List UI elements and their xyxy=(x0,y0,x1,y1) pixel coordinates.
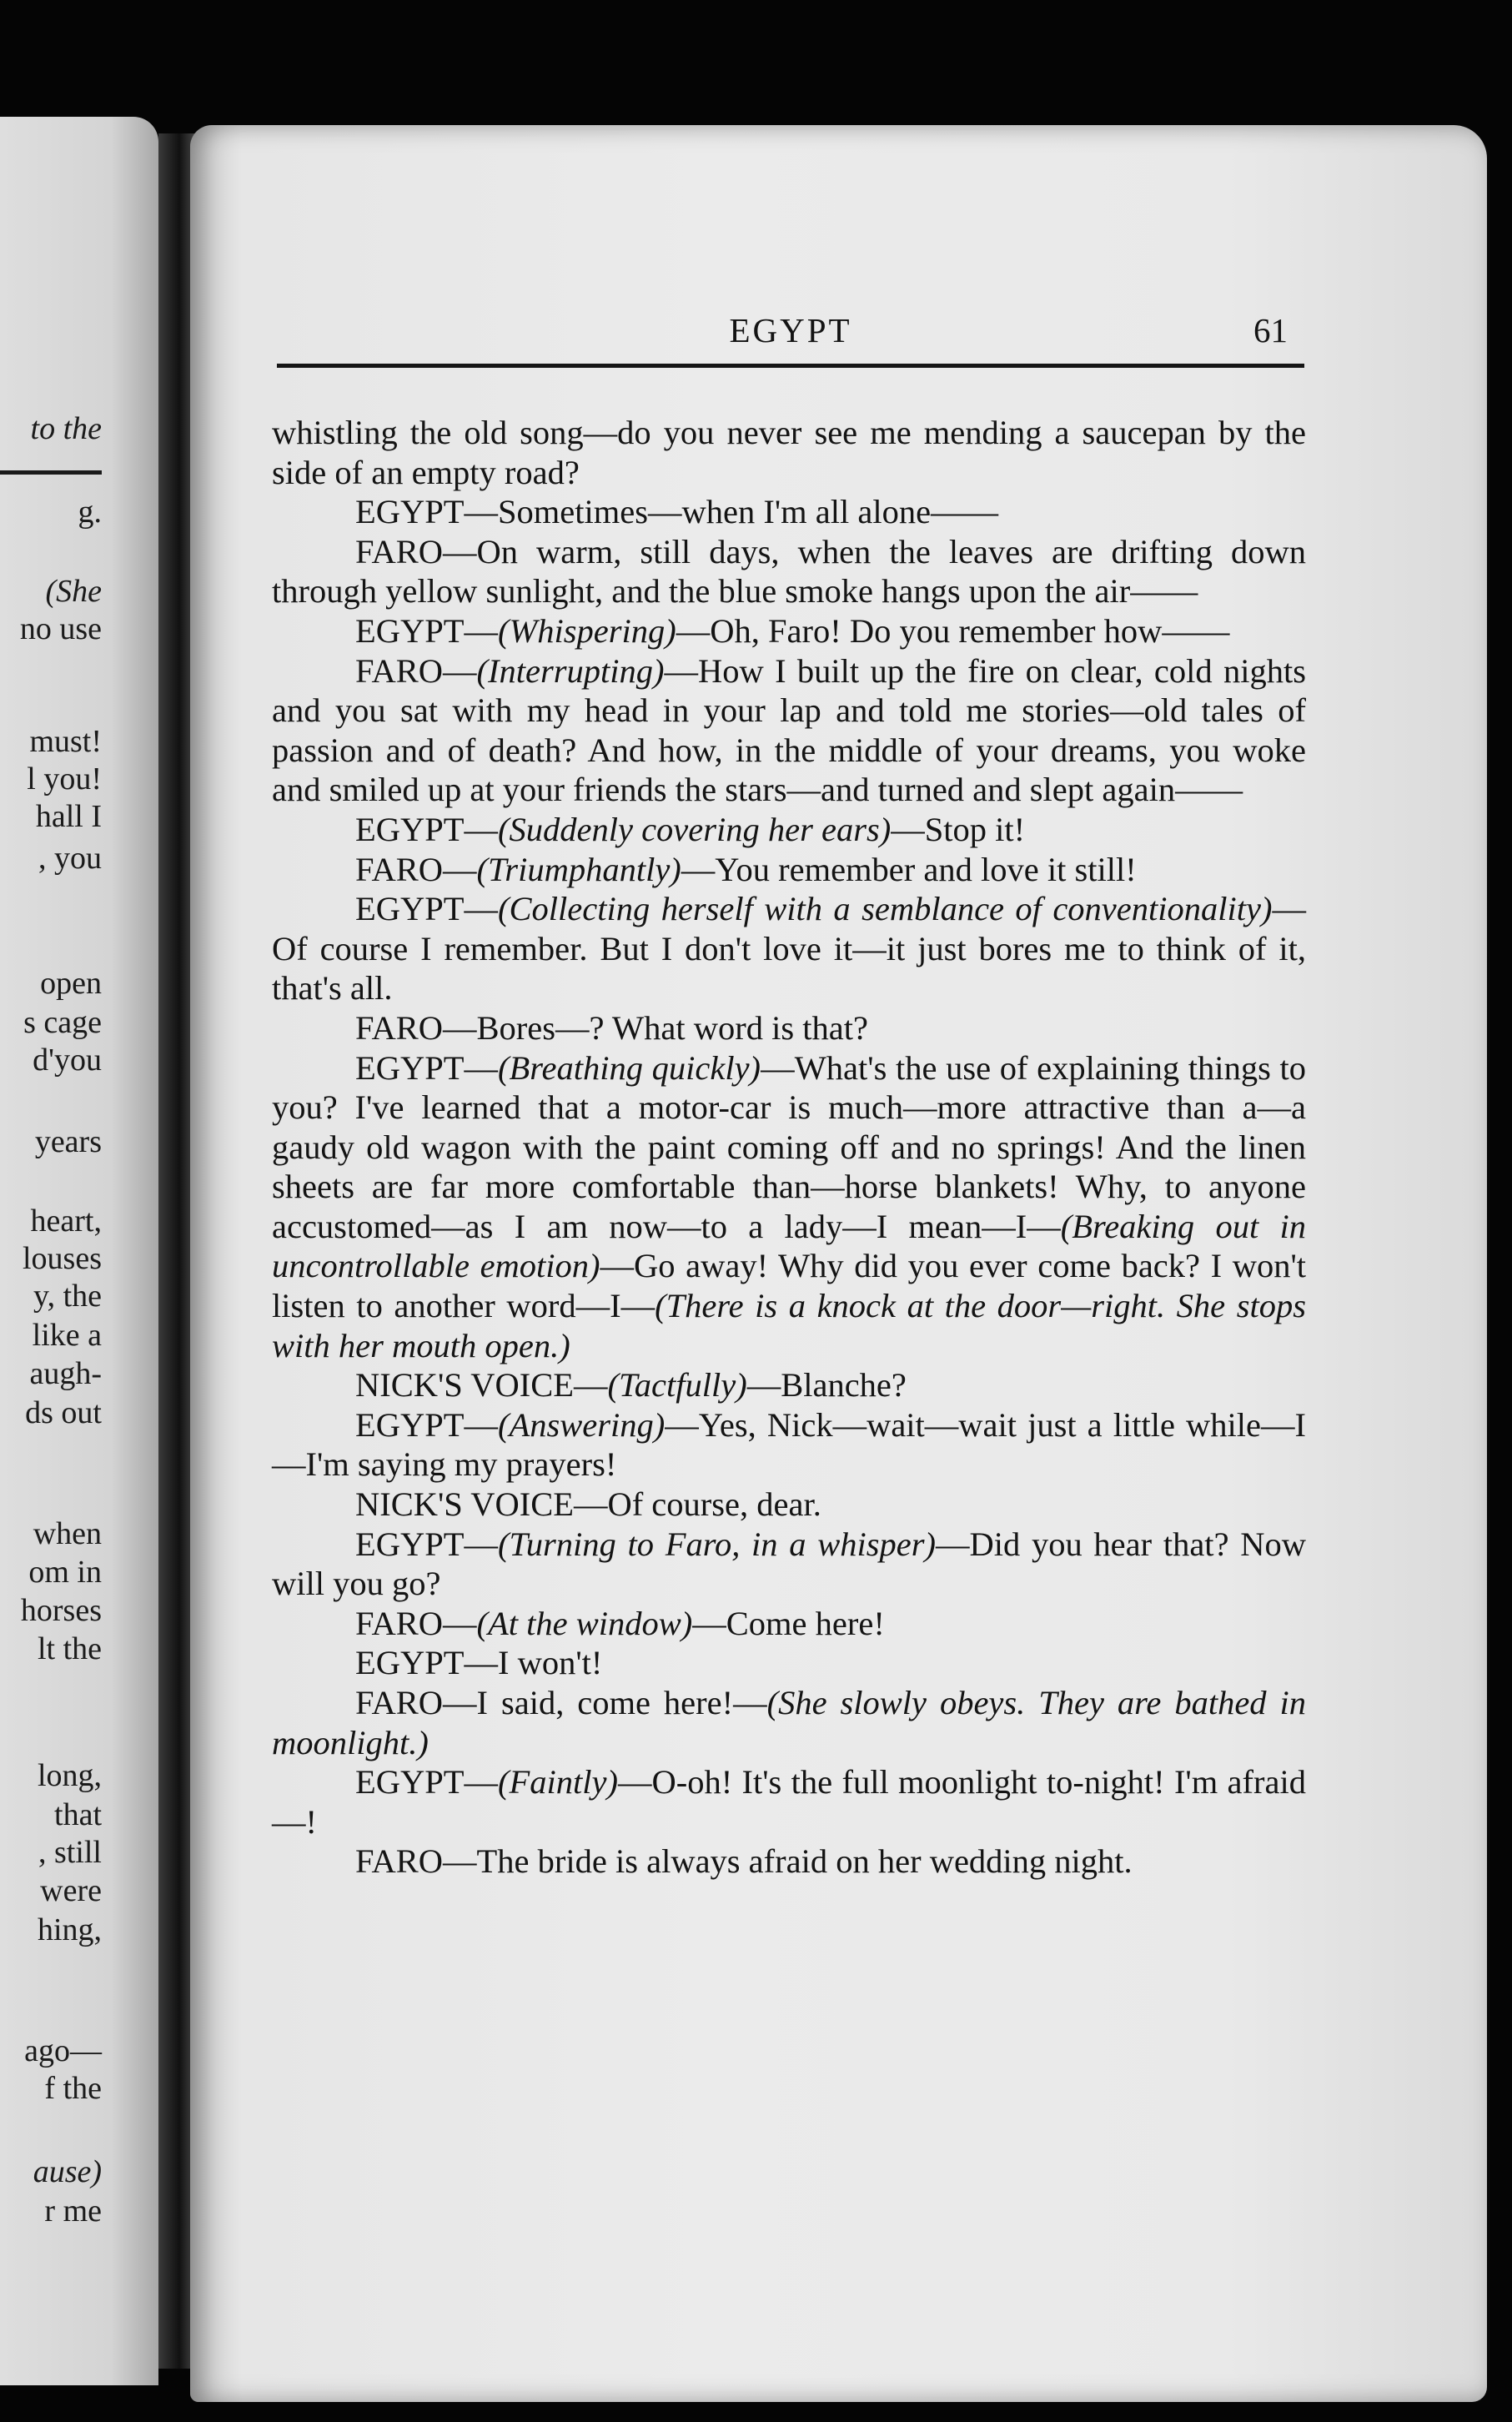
dialogue-paragraph xyxy=(272,532,1306,611)
dialogue-text: ng a saucepan by the side of an empty road? xyxy=(272,414,1306,491)
dialogue-paragraph xyxy=(272,1842,1306,1882)
dialogue-text: whistling the old song—do you never see me mendi xyxy=(272,414,1008,451)
left-page-fragment: r me xyxy=(44,2193,102,2229)
left-page-fragment: (She xyxy=(45,574,102,609)
left-page-fragment: y, the xyxy=(33,1279,102,1314)
dialogue-paragraph xyxy=(272,810,1306,850)
dialogue-text: —Come here! xyxy=(692,1604,885,1642)
dialogue-paragraph xyxy=(272,611,1306,651)
dialogue-text: FARO— xyxy=(355,651,477,690)
dialogue-text: —Did you hear that? Now will you go? xyxy=(272,1525,1307,1603)
dialogue-text: —Of course I remember. But I don't love it—it just bores me to think of it, that's all. xyxy=(272,890,1306,1007)
dialogue-text: FARO—Bores—? What word is that? xyxy=(355,1008,868,1047)
left-page-fragment: augh- xyxy=(29,1356,102,1391)
left-page-fragment: , still xyxy=(38,1835,102,1870)
dialogue-text: FARO— xyxy=(355,850,477,888)
dialogue-paragraph xyxy=(272,413,1306,492)
running-title: EGYPT xyxy=(729,311,852,349)
stage-direction: (She slowly obeys. They are bathed in moonlight.) xyxy=(272,1684,1306,1761)
left-page-fragment: s cage xyxy=(23,1005,102,1040)
dialogue-text: EGYPT— xyxy=(355,1048,498,1087)
left-page-fragment: om in xyxy=(28,1555,102,1590)
dialogue-paragraph xyxy=(272,850,1306,890)
left-page-fragment: lt the xyxy=(37,1631,102,1666)
stage-direction: (There is a knock at the door—right. She stops with her mouth open.) xyxy=(272,1287,1306,1364)
dialogue-text: —Stop it! xyxy=(891,810,1026,848)
dialogue-text: FARO—The bride is always afraid on her wedding night. xyxy=(355,1842,1133,1881)
dialogue-paragraph xyxy=(272,1048,1306,1366)
left-page-fragment: to the xyxy=(30,411,102,446)
left-page-fragment: ds out xyxy=(25,1395,102,1430)
dialogue-text: EGYPT— xyxy=(355,611,498,650)
dialogue-paragraph xyxy=(272,1643,1306,1683)
dialogue-text: FARO—On warm, still days, when the leaves are drifting down through yellow sunlight, and the blue smoke hangs upon the air—— xyxy=(272,532,1306,611)
stage-direction: (Faintly) xyxy=(498,1763,618,1801)
dialogue-text: EGYPT— xyxy=(355,1405,498,1444)
left-page-fragment: heart, xyxy=(30,1203,102,1239)
dialogue-text: EGYPT—Sometimes—when I'm all alone—— xyxy=(355,493,999,531)
left-page-fragment: l you! xyxy=(27,761,102,796)
dialogue-text: —Yes, Nick—wait—wait just a little while—I—I'm saying my prayers! xyxy=(272,1405,1306,1484)
left-page-fragment: horses xyxy=(20,1593,102,1628)
left-page-fragment: ago— xyxy=(24,2033,102,2068)
dialogue-paragraph xyxy=(272,1485,1306,1525)
left-page-fragment: g. xyxy=(78,495,102,530)
left-page-fragment: f the xyxy=(44,2071,102,2106)
left-facing-page xyxy=(0,117,158,2385)
dialogue-text: EGYPT— xyxy=(355,890,498,928)
dialogue-paragraph xyxy=(272,1365,1306,1405)
left-page-fragment: , you xyxy=(38,841,102,876)
left-page-fragment: d'you xyxy=(33,1043,102,1078)
dialogue-text: NICK'S VOICE— xyxy=(355,1366,608,1404)
left-page-header-rule xyxy=(0,470,102,475)
dialogue-text: NICK'S VOICE—Of course, dear. xyxy=(355,1485,821,1524)
dialogue-text: —You remember and love it still! xyxy=(681,850,1137,888)
dialogue-text: —How I built up the fire on clear, cold nights and you sat with my head in your lap and told me stories—old tales of passion and of death? And how, in the middle of your dreams, you woke and smiled up at your friends the stars—and turned and slept again—— xyxy=(272,651,1306,809)
dialogue-text: —Blanche? xyxy=(746,1366,907,1404)
page-header xyxy=(277,310,1304,369)
left-page-fragment: were xyxy=(40,1873,102,1908)
dialogue-paragraph xyxy=(272,1762,1306,1842)
stage-direction: (Turning to Faro, in a whisper) xyxy=(498,1525,936,1563)
dialogue-paragraph xyxy=(272,1604,1306,1644)
stage-direction: (Suddenly covering her ears) xyxy=(498,810,892,848)
dialogue-paragraph xyxy=(272,1405,1306,1485)
left-page-fragment: years xyxy=(34,1124,102,1159)
stage-direction: (Breathing quickly) xyxy=(498,1048,761,1087)
dialogue-paragraph xyxy=(272,889,1306,1008)
left-page-fragment: ause) xyxy=(33,2154,102,2189)
stage-direction: (Breaking out in uncontrollable emotion) xyxy=(272,1207,1306,1285)
dialogue-text: —O-oh! It's the full moonlight to-night! I'm afraid—! xyxy=(272,1763,1306,1841)
left-page-fragment: when xyxy=(33,1516,102,1551)
left-page-fragment: open xyxy=(40,966,102,1001)
dialogue-paragraph xyxy=(272,1008,1306,1048)
left-page-fragment: no use xyxy=(19,611,102,646)
dialogue-text: FARO— xyxy=(355,1604,477,1642)
stage-direction: (Whispering) xyxy=(498,611,676,650)
dialogue-paragraph xyxy=(272,1525,1306,1604)
dialogue-paragraph xyxy=(272,651,1306,810)
dialogue-text: EGYPT— xyxy=(355,1763,498,1801)
dialogue-paragraph xyxy=(272,492,1306,532)
stage-direction: (At the window) xyxy=(476,1604,693,1642)
stage-direction: (Answering) xyxy=(498,1405,666,1444)
header-rule xyxy=(277,364,1304,368)
left-page-fragment: hall I xyxy=(35,799,102,834)
dialogue-text: EGYPT— xyxy=(355,810,498,848)
dialogue-text: EGYPT— xyxy=(355,1525,498,1563)
dialogue-paragraph xyxy=(272,1683,1306,1762)
left-page-fragment: hing, xyxy=(37,1912,102,1947)
stage-direction: (Triumphantly) xyxy=(476,850,681,888)
dialogue-text: —Go away! Why did you ever come back? I won't listen to another word—I— xyxy=(272,1247,1306,1325)
left-page-fragment: must! xyxy=(29,724,102,759)
page-number: 61 xyxy=(1253,311,1288,349)
body-text xyxy=(272,413,1306,1882)
stage-direction: (Interrupting) xyxy=(476,651,665,690)
left-page-fragment: like a xyxy=(32,1318,102,1353)
left-page-fragment: that xyxy=(54,1797,102,1832)
left-page-fragment: louses xyxy=(23,1241,102,1276)
stage-direction: (Tactfully) xyxy=(607,1366,747,1404)
left-page-fragment: long, xyxy=(37,1758,102,1793)
dialogue-text: FARO—I said, come here!— xyxy=(355,1684,767,1721)
dialogue-text: —What's the use of explaining things to you? I've learned that a motor-car is much—more attractive than a—a gaudy old wagon with the paint coming off and no springs! And the linen sheets are far more comfortable than—horse blankets! Why, to anyone accustomed—as I am now—to a lady—I mean—I— xyxy=(272,1048,1306,1245)
dialogue-text: EGYPT—I won't! xyxy=(355,1644,603,1682)
dialogue-text: —Oh, Faro! Do you remember how—— xyxy=(676,611,1230,650)
stage-direction: (Collecting herself with a semblance of conventionality) xyxy=(498,890,1273,928)
